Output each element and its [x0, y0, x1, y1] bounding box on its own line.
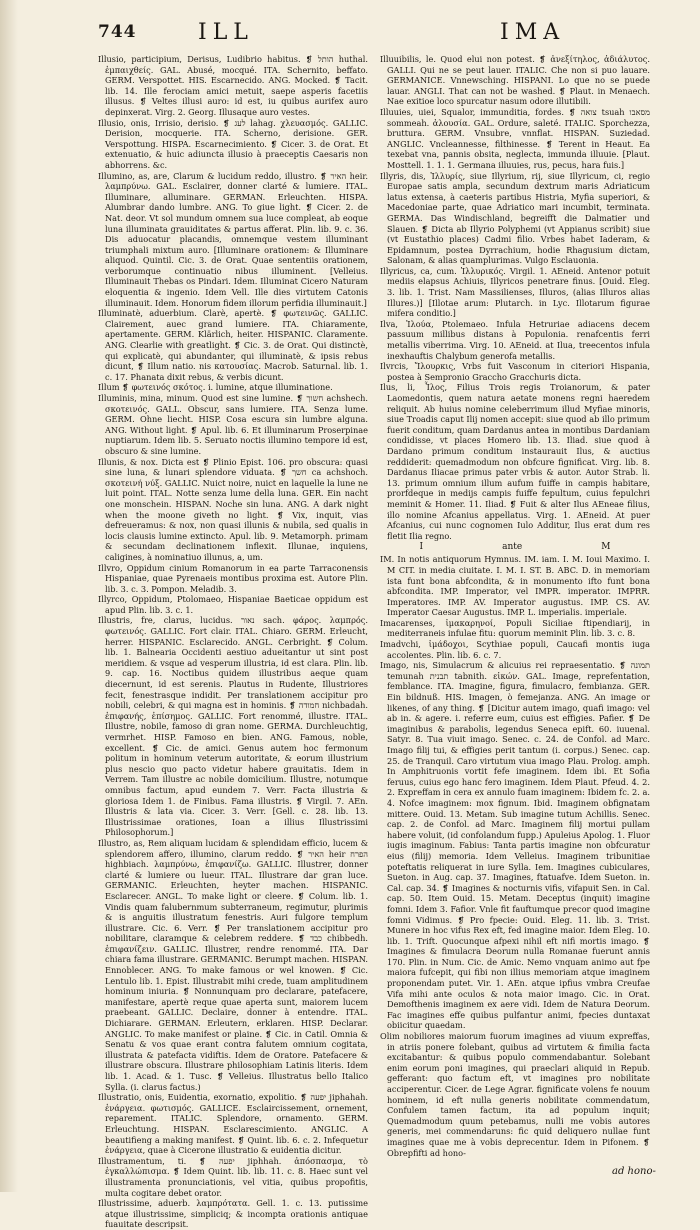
running-head-left: ILL	[198, 20, 254, 45]
catchword: ad hono-	[612, 1166, 656, 1177]
dictionary-entry: Illustrissime, aduerb. λαμπρότατα. Gell. 1. c. 13. putissime atque illustrissime, simpliciq; & incompta orationis antiquae fuauitate descripsit.	[98, 1198, 368, 1230]
dictionary-entry: Illusio, onis, Irrisio, derisio. ❡ לעג lahag. χλευασμός. GALLIC. Derision, mocquerie. ITA. Scherno, derisione. GER. Verspottung. HISPA. Escarnecimiento. ❡ Cicer. 3. de Orat. Et extenuatio, & huic adiuncta illusio à praeceptis Caesaris non abhorrens. &c.	[98, 117, 368, 170]
dictionary-entry: Olim nobiliores maiorum fuorum imagines ad viuum expreffas, in atriis ponere folebant, quibus ad virtutem & fimilia facta excitabantur: & quibus populo commendabantur. Solebant enim eorum poni imagines, qui praeclari aliquid in Repub. gefferant: quo factum eft, vt imagines pro nobilitate acciperentur. Cicer. de Lege Agrar. fignificate volens fe nouum hominem, id eft nulla generis nobilitate commendatum, Confulem tamen factum, ita ad populum inquit; Quemadmodum quum petebamus, nulli me vobis autores generis, mei commendaruns: fic quid deliquero nullae funt imagines quae me à vobis deprecentur. Idem in Pifonem. ❡ Obrepfifti ad hono-	[380, 1031, 650, 1158]
section-divider-ante-m	[380, 542, 650, 553]
dictionary-entry: Imadvchi, ἰμάδοχοι, Scythiae populi, Caucafi montis iuga accolentes. Plin. lib. 6. c. 7.	[380, 639, 650, 660]
section-divider-word: M	[601, 542, 611, 553]
dictionary-entry: Illyris, dis, Ἰλλυρίς, siue Illyrium, rij, siue Illyricum, ci, regio Europae satis ampla, secundum dextrum maris Adriaticum latus extensa, à caeteris partibus Histria, Myfia superiori, & Macedoniae parte, quae Adriatico mari incumbit, terminata. GERMA. Das Windischland, begreifft die Dalmatier und Slauen. ❡ Dicta ab Illyrio Polyphemi (vt Appianus scribit) siue (vt Eustathio places) Cadmi filio. Vrbes habet Iaderam, & Epidamnum, postea Dyrrachium, hodie Rhagusium dictam, Salonam, & alias quamplurimas. Vulgo Esclauonia.	[380, 170, 650, 266]
dictionary-entry: Illumino, as, are, Clarum & lucidum reddo, illustro. ❡ האיר heir. λαμπρύνω. GAL. Esclairer, donner clarté & lumiere. ITAL. Illuminare, alluminare. GERMAN. Erleuchten. HISPA. Alumbrar dando lumbre. ANG. To giue light. ❡ Cicer. 2. de Nat. deor. Vt sol mundum omnem sua luce compleat, ab eoque luna illuminata grauiditates & partus afferat. Plin. lib. 9. c. 36. Dis aduocatur placandis, omnemque vestem illuminant triumphali mixtum auro. [Illuminare orationem: & Illuminare aliquod. Quintil. Cic. 3. de Orat. Quae sententiis orationem, verborumque continuatio nibus illuminent. [Velleius. Illuminauit Thebas os Pindari. Idem. Illuminat Cicero Naturam eloquentia & ingenio. Idem Vell. Ille dies virtutem Catonis illuminauit. Idem. Honorum fidem illorum perfidia illuminauit.]	[98, 170, 368, 308]
page-number: 744	[98, 22, 137, 42]
dictionary-entry: Illunis, & nox. Dicta est ❡ Plinio Epist. 106. pro obscura: quasi sine luna, & lunari splendore viduata. ❡ חשך ca achshoch. σκοτεινή νύξ. GALLIC. Nuict noire, nuict en laquelle la lune ne luit point. ITAL. Notte senza lume della luna. GER. Ein nacht one monschein. HISPAN. Noche sin luna. ANG. A dark night when the moone giveth no light. ❡ Vix, inquit, vias defreueramus: & nox, non quasi illunis & nubila, sed qualis in locis clausis lumine extincto. Apul. lib. 9. Metamorph. primam & secundam declinationem inflexit. Illunae, inquiens, caligines, à nominatiuo illunus, a, um.	[98, 456, 368, 562]
dictionary-entry: Illum ❡ φωτεινός σκότος. i. lumine, atque illuminatione.	[98, 382, 333, 393]
dictionary-entry: Imago, nis, Simulacrum & alicuius rei repraesentatio. ❡ תמונה temunah תבנית tabnith. εἰκών. GAL. Image, reprefentation, femblance. ITA. Imagine, figura, fimulacro, fembianza. GER. Ein bildnuß. HIS. Imagen, ò femejanza. ANG. An image or likenes, of any thing. ❡ [Dicitur autem imago, quafi imago: vel ab in. & agere. i. referre eum, cuius est effigies. Pafier. ❡ De imaginibus & parabolis, legendus Seneca epift. 60. iuuenal. Satyr. 8. Tua viuit imago. Senec. c. 24. de Confol. ad Marc. Imago filij tui, & effigies perit tantum (i. corpus.) Senec. cap. 25. de Tranquil. Caro virtutum viua imago Plau. Prolog. amph. In Amphitruonis vortit fefe imaginem. Idem ibi. Et Sofia feruus, cuius ego hanc fero imaginem. Idem Plaut. Pfeud. 4. 2. 2. Expreffam in cera ex annulo fuam imaginem: Ibidem fc. 2. a. 4. Nofce imaginem: mox fignum. Ibid. Imaginem obfignatam mittere. Ouid. 13. Metam. Sub imagine tutum Achillis. Senec. cap. 2. de Confol. ad Marc. Imaginem filij mortui pullam habere voluit, (id confolandum fupp.) Apuleius Apolog. 1. Fluor iugis imaginum. Fabius: Tanta partis imagine non obfcuratur eius (filij) memoria. Idem Velleius. Imaginem tribunitiae poteftatis reliquerat in iure Sylla. Iem. Imagines cubiculares, Sueton. in Aug. cap. 37. Imagines, ftatuafve. Idem Sueton. in. Cal. cap. 34. ❡ Imagines & nocturnis vifis, vifapuit Sen. in Cal. cap. 50. Item Ouid. 15. Metam. Deceptus (inquit) imagine fomni. Idem 3. Fafior. Vnle fit fauftumque precor quod imagine fomni Vidimus. ❡ Pro fpecie: Ouid. Eleg. 11. lib. 3. Trist. Munere in hoc vifus Rex eft, fed imagine maior. Idem Eleg. 10. lib. 1. Trift. Quocunque afpexi nihil eft nifi mortis imago. ❡ Imagines & fimulacra Deorum nulla Romanae fuerunt annis 170. Plin. in Num. Cic. de Amic. Nemo vnquam animo aut fpe maiora fufcepit, qui fibi non illius memoriam atque imaginem proponendam putet. Vir. 1. AEn. atque ipfius vmbra Creufae Vifa mihi ante oculos & nota maior imago. Cic. in Orat. Demofthenis imaginem ex aere vidi. Idem de Natura Deorum. Fac imagines effe quibus pulfantur animi, fpecies duntaxat obiicitur quaedam.	[380, 660, 650, 1031]
dictionary-entry: Illustro, as, Rem aliquam lucidam & splendidam efficio, lucem & splendorem affero, illumino, clarum reddo. ❡ האיר heir הפרח highbiach. λαμπρύνω, ἐπιφανίζω. GALLIC. Illustrer, donner clarté & lumiere ou lueur. ITAL. Illustrare dar gran luce. GERMANIC. Erleuchten, heyter machen. HISPANIC. Esclarecer. ANGL. To make light or cleere. ❡ Colum. lib. 1. Vindis quam falubernmum subterraneum, regimutur, plurimis & is anguitis illustratum fenestris. Auri fulgore templum illustrare. Cic. 6. Verr. ❡ Per translationem accipitur pro nobilitare, claramque & celebrem reddere. ❡ כבד chibbedh. ἐπιφανίζειν. GALLIC. Illustrer, rendre renommé. ITA. Dar chiara fama illustrare. GERMANIC. Berumpt machen. HISPAN. Ennoblecer. ANG. To make famous or wel knowen. ❡ Cic. Lentulo lib. 1. Epist. Illustrabit mihi crede, tuam amplitudinem hominum iniuria. ❡ Nonnunquam pro declarare, patefacere, manifestare, apertè reque quae aperta sunt, maiorem lucem praebeant. GALLIC. Declaire, donner à entendre. ITAL. Dichiarare. GERMAN. Erleutern, erklaren. HISP. Declarar. ANGLIC. To make manifest or plaine. ❡ Cic. in Catil. Omnia & Senatu & vos quae erant contra falutem omnium cogitata, illustrata & patefacta vidiftis. Idem de Oratore. Patefacere & illustrare obscura. Illustrare philosophiam Latinis literis. Idem lib. 1. Acad. & 1. Tusc. ❡ Velleius. Illustratus bello Italico Sylla. (i. clarus factus.)	[98, 837, 369, 1092]
page-header	[0, 0, 700, 50]
dictionary-entry: Illustramentum, ti. ❡ יפעה jiphhah. ἀπόσπασμα, τὸ ἐγκαλλώπισμα. ❡ Idem Quint. lib. lib. 11. c. 8. Haec sunt vel illustramenta pronunciationis, vel vitia, quibus propofitis, multa cogitare debet orator.	[98, 1155, 368, 1198]
dictionary-entry: Imacarenses, ἰμακαρηνοί, Populi Siciliae ftipendiarij, in mediterraneis infulae fitu: quorum meminit Plin. lib. 3. c. 8.	[380, 617, 650, 639]
dictionary-entry: Illyrco, Oppidum, Ptolomaeo, Hispaniae Baeticae oppidum est apud Plin. lib. 3. c. 1.	[98, 594, 368, 615]
dictionary-entry: Ilvrcis, Ἴλουρκις, Vrbs fuit Vasconum in citeriori Hispania, postea à Sempronio Graccho Gracchuris dicta.	[380, 361, 650, 382]
dictionary-entry: Illustratio, onis, Euidentia, exornatio, expolitio. ❡ יפעה jiphahah. ἐνάργεια. φωτισμός. GALLICE. Esclaircissement, ornement, reparement. ITALIC. Splendore, ornamento. GERM. Erleuchtung. HISPAN. Esclarescimiento. ANGLIC. A beautifieng a making manifest. ❡ Quint. lib. 6. c. 2. Infequetur ἐνάργεια, quae à Cicerone illustratio & euidentia dicitur.	[98, 1092, 369, 1156]
dictionary-entry: Illuuibilis, le. Quod elui non potest. ❡ ἀνεξίτηλος, ἀδιάλυτος. GALLI. Qui ne se peut lauer. ITALIC. Che non si puo lauare. GERMANICE. Vnnewsching. HISPANI. Lo que no se puede lauar. ANGLI. That can not be washed. ❡ Plaut. in Menaech. Nae exitioe loco spurcatur nasum odore illutibili.	[380, 54, 650, 107]
dictionary-entry: Illyricus, ca, cum. Ἰλλυρικός. Virgil. 1. AEneid. Antenor potuit mediis elapsus Achiuis, Illyricos penetrare finus. [Ouid. Eleg. 3. lib. 1. Trist. Nam Massilienses, Illuros, (alias Illuros alias Illures.)] [Illotae arum: Plutarch. in Lyc. Illotarum figurae mifera conditio.]	[380, 265, 650, 319]
running-head-right: IMA	[500, 20, 566, 45]
dictionary-entry: Illuuies, uiei, Squalor, immunditia, fordes. ❡ צואה tsuah מסאבו sommeah. ἀλουσία. GAL. Ordure, saleté. ITALIC. Sporchezza, bruttura. GERM. Vnsubre, vnnflat. HISPAN. Suziedad. ANGLIC. Vncleannesse, filthinesse. ❡ Terent in Heaut. Ea texebat vna, pannis obsita, neglecta, immunda illuuie. [Plaut. Mosttell. 1. 1. 1. Germana illuuies, rus, pecus, hara fuis.]	[380, 106, 650, 170]
dictionary-entry: IM. In notis antiquorum Hymnus. IM. iam. I. M. Ioui Maximo. I. M CIT. in media ciuitate. I. M. I. ST. B. ABC. D. in memoriam ista funt bona abfcondita, & in monumento ifto funt bona abfcondita. IMP. Imperator, vel IMPR. imperator. IMPRR. Imperatores. IMP. AV. Imperator augustus. IMP. CS. AV. Imperator Caesar Augustus. IMP. L. imperialis. imperiale.	[380, 554, 650, 618]
dictionary-entry: Ilus, li, Ἶλος, Filius Trois regis Troianorum, & pater Laomedontis, quem natura aetate monens regni haeredem reliquit. Ab huius nomine celeberrimum illud Myfiae minoris, siue Troadis caput Ilij nomen accepit: siue quod ab illo primum fuerit conditum, quam Dardanus antea in montibus Dardaniam condidisse, vt places Homero lib. 13. Iliad. siue quod à Dardano primum conditum instaurauit Ilus, & auctius reddiderit: quemadmodum non obfcure fignificat. Virg. lib. 8. Dardanus Iliacae primus pater vrbis & autor. Autor Strab. li. 13. primum omnium illum aufum fuiffe in campis habitare, prorfdeque in medijs campis fuiffe fepultum, cuius fepulchri meminit & Homer. 11. Iliad. ❡ Fuit & alter Ilus AEneae filius, illo nomine Afcanius appellatus. Virg. 1. AEneid. At puer Afcanius, cui nunc cognomen Iulo Additur, Ilus erat dum res fletit Ilia regno.	[380, 382, 650, 541]
dictionary-entry: Illusio, participium, Derisus, Ludibrio habitus. ❡ הותל huthal. ἐμπαιχθείς. GAL. Abusé, mocqué. ITA. Schernito, beffato. GERM. Verspottet. HIS. Escarnecido. ANG. Mocked. ❡ Tacit. lib. 14. Ille ferociam amici metuit, saepe asperis facetiis illusus. ❡ Veltes illusi auro: id est, iu quibus aurifex auro depinxerat. Virg. 2. Georg. Illusaque auro vestes.	[98, 54, 368, 117]
dictionary-entry: Illvro, Oppidum cinium Romanorum in ea parte Tarraconensis Hispaniae, quae Pyrenaeis montibus proxima est. Autore Plin. lib. 3. c. 3. Pompon. Meladib. 3.	[98, 562, 368, 594]
section-divider-word: I	[419, 542, 424, 553]
left-column	[98, 54, 369, 1230]
binding-shadow	[0, 0, 18, 1192]
dictionary-entry: Illuminis, mina, minum. Quod est sine lumine. ❡ חשוך achshech. σκοτεινός. GALL. Obscur, sans lumiere. ITA. Senza lume. GERM. Ohne liecht. HISP. Cosa escura sin lumbre alguna. ANG. Without light. ❡ Apul. lib. 6. Et illuminarum Proserpinae nuptiarum. Idem lib. 5. Seruato noctis illumino tempore id est, obscuro & sine lumine.	[98, 393, 368, 456]
dictionary-entry: Illuminatè, aduerbium. Clarè, apertè. ❡ φωτεινῶς. GALLIC. Clairement, auec grand lumiere. ITA. Chiaramente, apertamente. GERM. Klärlich, heiter. HISPANIC. Claramente. ANG. Clearlie with greatlight. ❡ Cic. 3. de Orat. Qui distinctè, qui explicatè, qui abundanter, qui illuminatè, & ipsis rebus dicunt, ❡ Illum natio. nis κατουσίας. Macrob. Saturnal. lib. 1. c. 17. Phanata dixit rebus, & verbis dicunt.	[98, 308, 368, 382]
dictionary-entry: Illustris, fre, clarus, lucidus. נאור sach. φάρος. λαμπρός. φωτεινός. GALLIC. Fort clair. ITAL. Chiaro. GERM. Erleucht, herrer. HISPANIC. Esclarecido. ANGL. Cerbright. ❡ Colum. lib. 1. Balnearia Occidenti aestiuo adueitantur ut sint post meridiem. & vsque ad vesperum illustria, id est clara. Plin. lib. 9. cap. 16. Noctibus quidem illustribus aeque quam diecernunt, id est serenis. Plautus in Rudente, Illustriores fecit, fenestrasque indidit. Per translationem accipitur pro nobili, celebri, & qui magna est in hominis. ❡ חמודה nichbadah. ἐπιφανής, ἐπίσημος. GALLIC. Fort renommé, illustre. ITAL. Illustre, nobile, famoso di gran nome. GERMA. Durchleuchtig, vermrhet. HISP. Famoso en bien. ANG. Famous, noble, excellent. ❡ Cic. de amici. Genus autem hoc fermonum politum in hominum veterum autoritate, & eorum illustrium plus nescio quo pacto videtur habere grauitatis. Idem in Verrem. Tam illustre ac nobile domicilium. Illustre, notumque omnibus factum, apud eundem 7. Verr. Facta illustria & gloriosa Idem 1. de Finibus. Fama illustris. ❡ Virgil. 7. AEn. Illustris & lata via. Cicer. 3. Verr. [Gell. c. 28. lib. 13. Illustrissimae orationes, Ioan a illius Illustrissimi Philosophorum.]	[98, 615, 368, 838]
section-divider-word: ante	[502, 542, 523, 553]
dictionary-entry: Ilva, Ἰλούα, Ptolemaeo. Infula Hetruriae adiacens decem passuum millibus distans à Populonia. renafcentis ferri metallis viberrima. Virg. 10. AEneid. at Ilua, treecentos infula inexhauftis Chalybum generofa metallis.	[380, 318, 650, 361]
right-column	[380, 54, 650, 1182]
